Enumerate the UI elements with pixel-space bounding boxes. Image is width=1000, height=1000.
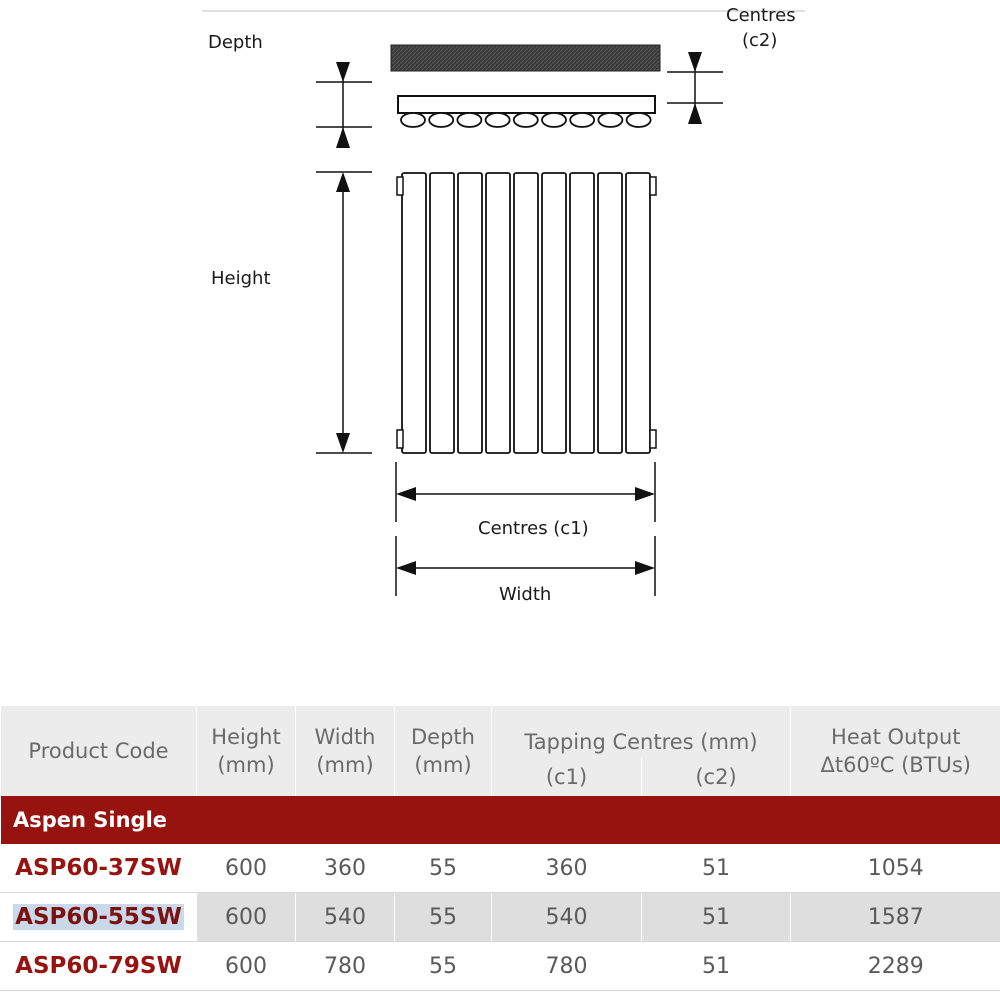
tube-circle bbox=[486, 113, 510, 127]
heat-output-cell: 2289 bbox=[791, 942, 1000, 991]
width-cell: 360 bbox=[296, 844, 395, 893]
selected-text-highlight[interactable]: ASP60-55SW bbox=[15, 904, 182, 930]
heat-output-cell: 1054 bbox=[791, 844, 1000, 893]
tube-circle bbox=[514, 113, 538, 127]
depth-dimension bbox=[316, 62, 372, 148]
radiator-column bbox=[458, 173, 482, 453]
tube-circle bbox=[429, 113, 453, 127]
group-row bbox=[1, 796, 1000, 844]
c1-cell: 540 bbox=[492, 893, 642, 942]
height-dimension bbox=[316, 172, 372, 453]
radiator-column bbox=[514, 173, 538, 453]
front-view-columns bbox=[402, 173, 650, 453]
header-c1: (c1) bbox=[492, 758, 642, 796]
centres-c1-dimension bbox=[396, 462, 655, 522]
width-cell: 540 bbox=[296, 893, 395, 942]
radiator-column bbox=[542, 173, 566, 453]
spec-table bbox=[0, 706, 1000, 991]
heat-output-cell: 1587 bbox=[791, 893, 1000, 942]
radiator-column bbox=[570, 173, 594, 453]
height-cell: 600 bbox=[197, 942, 296, 991]
c2-cell: 51 bbox=[642, 893, 791, 942]
radiator-column bbox=[430, 173, 454, 453]
table-row bbox=[1, 844, 1000, 893]
c1-cell: 780 bbox=[492, 942, 642, 991]
header-depth: Depth (mm) bbox=[395, 706, 492, 796]
tube-circle bbox=[627, 113, 651, 127]
tube-circle bbox=[570, 113, 594, 127]
group-title: Aspen Single bbox=[1, 796, 1000, 844]
product-code-cell: ASP60-79SW bbox=[1, 942, 197, 991]
wall-plate bbox=[391, 45, 660, 71]
header-tapping-centres: Tapping Centres (mm) bbox=[492, 706, 791, 758]
tube-circle bbox=[457, 113, 481, 127]
depth-label: Depth bbox=[208, 32, 263, 53]
top-view-tubes bbox=[401, 113, 651, 127]
radiator-column bbox=[486, 173, 510, 453]
header-product-code: Product Code bbox=[1, 706, 197, 796]
c2-cell: 51 bbox=[642, 942, 791, 991]
product-code-cell: ASP60-37SW bbox=[1, 844, 197, 893]
header-heat-output: Heat Output Δt60ºC (BTUs) bbox=[791, 706, 1000, 796]
height-cell: 600 bbox=[197, 844, 296, 893]
depth-cell: 55 bbox=[395, 942, 492, 991]
tube-circle bbox=[542, 113, 566, 127]
header-width: Width (mm) bbox=[296, 706, 395, 796]
radiator-column bbox=[598, 173, 622, 453]
table-row bbox=[1, 942, 1000, 991]
centres-c2-label-line2: (c2) bbox=[742, 30, 778, 51]
header-c2: (c2) bbox=[642, 758, 791, 796]
radiator-column bbox=[626, 173, 650, 453]
radiator-column bbox=[402, 173, 426, 453]
tube-circle bbox=[401, 113, 425, 127]
centres-c2-label-line1: Centres bbox=[726, 5, 796, 26]
tube-circle bbox=[598, 113, 622, 127]
height-cell: 600 bbox=[197, 893, 296, 942]
width-label: Width bbox=[499, 584, 552, 605]
centres-c2-dimension bbox=[667, 52, 723, 124]
c2-cell: 51 bbox=[642, 844, 791, 893]
centres-c1-label: Centres (c1) bbox=[478, 518, 589, 539]
product-code-cell[interactable] bbox=[1, 893, 197, 942]
header-height: Height (mm) bbox=[197, 706, 296, 796]
depth-cell: 55 bbox=[395, 844, 492, 893]
top-view-header-bar bbox=[398, 96, 655, 113]
height-label: Height bbox=[211, 268, 271, 289]
width-cell: 780 bbox=[296, 942, 395, 991]
depth-cell: 55 bbox=[395, 893, 492, 942]
c1-cell: 360 bbox=[492, 844, 642, 893]
table-row bbox=[1, 893, 1000, 942]
